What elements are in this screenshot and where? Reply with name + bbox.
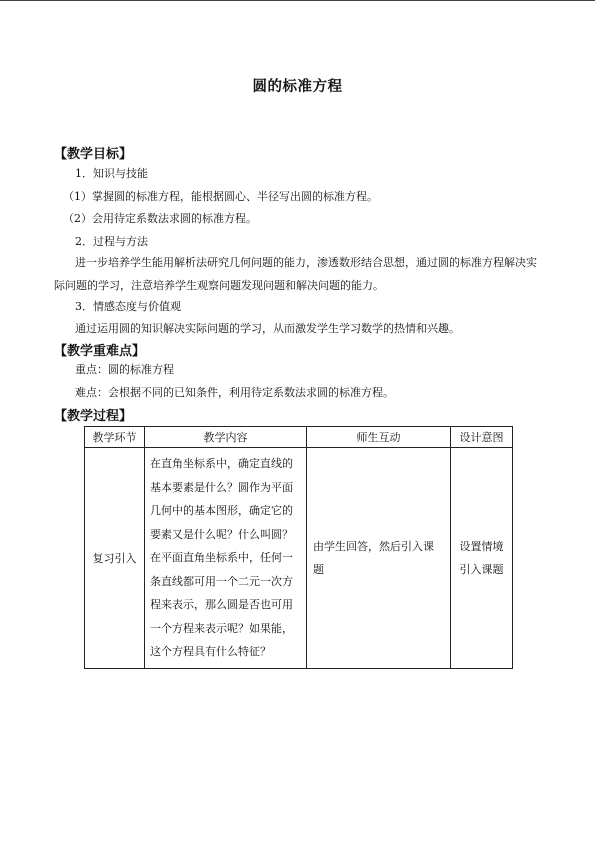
table-cell-intent: 设置情境引入课题 xyxy=(451,448,513,669)
key-point-difficulty: 难点：会根据不同的已知条件，利用待定系数法求圆的标准方程。 xyxy=(75,386,394,399)
key-point-focus: 重点：圆的标准方程 xyxy=(75,363,174,376)
section-heading-goals: 【教学目标】 xyxy=(54,147,133,162)
section-heading-process: 【教学过程】 xyxy=(54,409,133,424)
goal-1-sub-1: （1）掌握圆的标准方程，能根据圆心、半径写出圆的标准方程。 xyxy=(63,190,378,203)
goal-3-text: 通过运用圆的知识解决实际问题的学习，从而激发学生学习数学的热情和兴趣。 xyxy=(75,322,460,335)
section-heading-key-points: 【教学重难点】 xyxy=(54,344,146,359)
table-header: 设计意图 xyxy=(451,427,513,448)
goal-3-heading: 3．情感态度与价值观 xyxy=(75,300,181,313)
table-cell-stage: 复习引入 xyxy=(85,448,145,669)
table-header-row xyxy=(85,427,513,448)
goal-2-text: 进一步培养学生能用解析法研究几何问题的能力，渗透数形结合思想，通过圆的标准方程解决实际问题的学习，注意培养学生观察问题发现问题和解决问题的能力。 xyxy=(54,256,537,292)
table-header: 师生互动 xyxy=(307,427,451,448)
table-header: 教学环节 xyxy=(85,427,145,448)
goal-1-heading: 1．知识与技能 xyxy=(75,167,148,180)
table-header: 教学内容 xyxy=(145,427,307,448)
page-title: 圆的标准方程 xyxy=(252,79,343,95)
goal-1-sub-2: （2）会用待定系数法求圆的标准方程。 xyxy=(63,212,257,225)
table-row xyxy=(85,448,513,669)
goal-2-heading: 2．过程与方法 xyxy=(75,235,148,248)
table-cell-content: 在直角坐标系中，确定直线的基本要素是什么？圆作为平面几何中的基本图形，确定它的要素又是什么呢？什么叫圆？在平面直角坐标系中，任何一条直线都可用一个二元一次方程来表示，那么圆是否也可用一个方程来表示呢？如果能，这个方程具有什么特征？ xyxy=(145,448,307,669)
table-cell-interaction: 由学生回答，然后引入课题 xyxy=(307,448,451,669)
top-rule xyxy=(0,0,595,1)
teaching-process-table xyxy=(84,426,513,669)
